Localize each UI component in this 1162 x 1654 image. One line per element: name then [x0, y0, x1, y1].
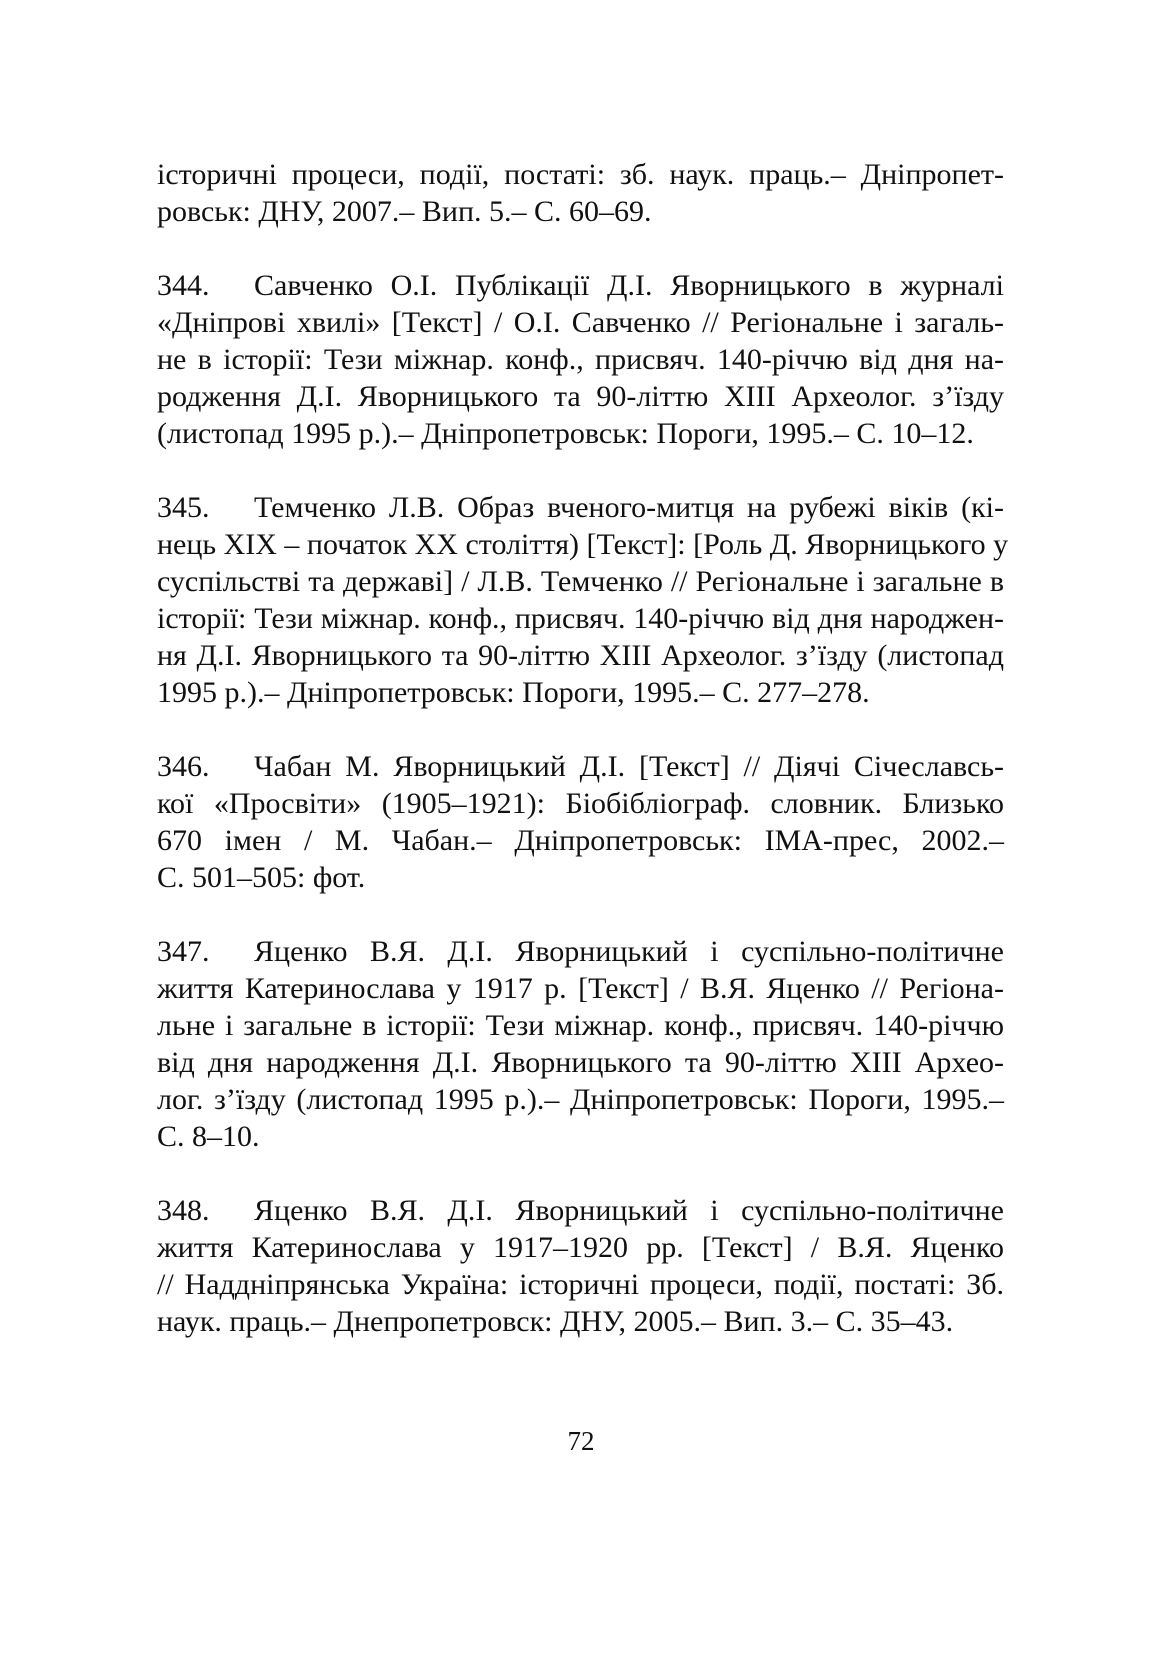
text-line: не в історії: Тези міжнар. конф., присвяч. 140-річчю від дня на- [157, 343, 1004, 376]
text-line: Темченко Л.В. Образ вченого-митця на рубежі віків (кі- [254, 491, 1004, 524]
text-line: Чабан М. Яворницький Д.І. [Текст] // Діячі Січеславсь- [254, 750, 1004, 783]
text-line: // Наддніпрянська Україна: історичні процеси, події, постаті: Зб. [157, 1268, 1004, 1301]
text-line: 670 імен / М. Чабан.– Дніпропетровськ: ІМА-прес, 2002.– [157, 824, 1004, 857]
entry-first-line [157, 489, 1004, 526]
text-line: кої «Просвіти» (1905–1921): Біобібліограф. словник. Близько [157, 787, 1004, 820]
entry-number: 345. [157, 491, 210, 524]
text-line: «Дніпрові хвилі» [Текст] / О.І. Савченко // Регіональне і загаль- [157, 306, 1004, 339]
entry-number: 346. [157, 750, 210, 783]
entry-first-line [157, 933, 1004, 970]
entry-number: 347. [157, 935, 210, 968]
text-line: С. 8–10. [157, 1120, 260, 1153]
bibliography-entry [157, 267, 1004, 452]
text-line: нець XIX – початок XX століття) [Текст]: [Роль Д. Яворницького у [157, 528, 1009, 561]
text-line: льне і загальне в історії: Тези міжнар. конф., присвяч. 140-річчю [157, 1009, 1004, 1042]
continuation-entry [157, 156, 1004, 230]
text-line: С. 501–505: фот. [157, 861, 366, 894]
text-line: суспільстві та державі] / Л.В. Темченко // Регіональне і загальне в [157, 565, 1004, 598]
text-line: родження Д.І. Яворницького та 90-літтю XIII Археолог. з’їзду [157, 380, 1004, 413]
text-line: життя Катеринослава у 1917–1920 рр. [Текст] / В.Я. Яценко [157, 1231, 1004, 1264]
text-line: наук. праць.– Днепропетровск: ДНУ, 2005.– Вип. 3.– С. 35–43. [157, 1305, 954, 1338]
bibliography-entry [157, 489, 1009, 711]
text-line: 1995 р.).– Дніпропетровськ: Пороги, 1995.– С. 277–278. [157, 676, 870, 709]
text-line: історії: Тези міжнар. конф., присвяч. 140-річчю від дня народжен- [157, 602, 1004, 635]
text-line: лог. з’їзду (листопад 1995 р.).– Дніпропетровськ: Пороги, 1995.– [157, 1083, 1004, 1116]
text-line: ровськ: ДНУ, 2007.– Вип. 5.– С. 60–69. [157, 195, 652, 228]
entry-first-line [157, 748, 1004, 785]
text-line: від дня народження Д.І. Яворницького та 90-літтю XIII Архео- [157, 1046, 1004, 1079]
text-line: життя Катеринослава у 1917 р. [Текст] / В.Я. Яценко // Регіона- [157, 972, 1004, 1005]
entry-first-line [157, 1192, 1004, 1229]
entry-number: 348. [157, 1194, 210, 1227]
bibliography-entry [157, 1192, 1004, 1340]
text-line: історичні процеси, події, постаті: зб. наук. праць.– Дніпропет- [157, 158, 1004, 191]
bibliography-entry [157, 933, 1004, 1155]
text-line: (листопад 1995 р.).– Дніпропетровськ: Пороги, 1995.– С. 10–12. [157, 417, 974, 450]
text-line: Савченко О.І. Публікації Д.І. Яворницького в журналі [254, 269, 1004, 302]
bibliography-list [157, 156, 1009, 1340]
text-line: Яценко В.Я. Д.І. Яворницький і суспільно-політичне [254, 935, 1004, 968]
entry-number: 344. [157, 269, 210, 302]
text-line: Яценко В.Я. Д.І. Яворницький і суспільно-політичне [254, 1194, 1004, 1227]
text-line: ня Д.І. Яворницького та 90-літтю XIII Археолог. з’їзду (листопад [157, 639, 1004, 672]
page-number: 72 [567, 1426, 595, 1456]
bibliography-entry [157, 748, 1004, 896]
entry-first-line [157, 267, 1004, 304]
